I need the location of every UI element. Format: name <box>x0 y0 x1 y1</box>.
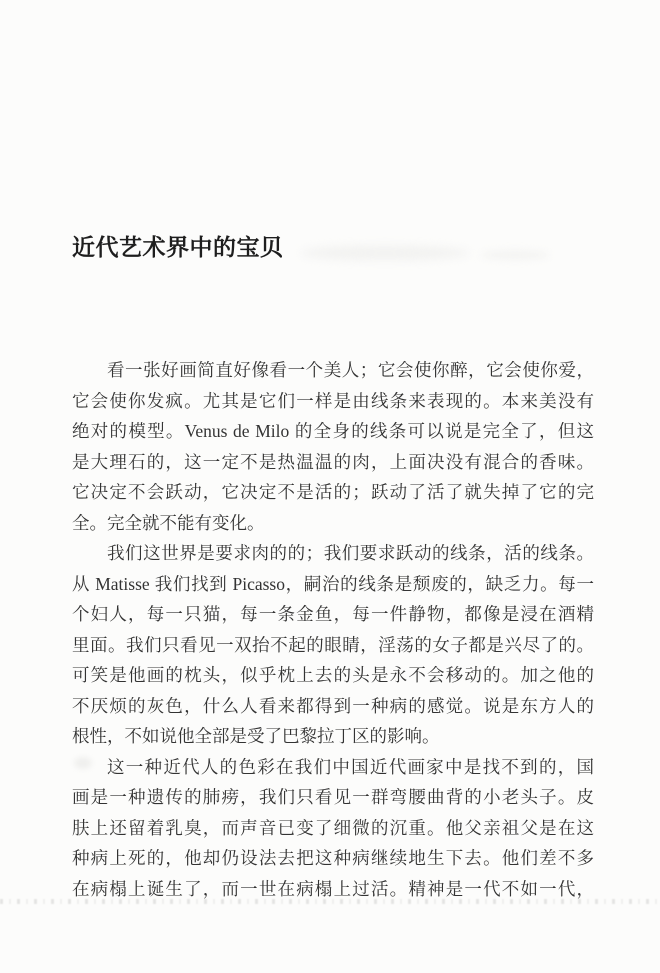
text-line: 里面。我们只看见一双抬不起的眼睛，淫荡的女子都是兴尽了的。 <box>72 634 594 655</box>
text-line: 肤上还留着乳臭，而声音已变了细微的沉重。他父亲祖父是在这 <box>72 817 594 838</box>
text-line: 是大理石的，这一定不是热温温的肉，上面决没有混合的香味。 <box>72 451 594 472</box>
text-line: 这一种近代人的色彩在我们中国近代画家中是找不到的，国 <box>107 756 594 777</box>
scan-smudge <box>480 250 550 260</box>
text-line: 种病上死的，他却仍设法去把这种病继续地生下去。他们差不多 <box>72 848 594 868</box>
text-line: 根性，不如说他全部是受了巴黎拉丁区的影响。 <box>72 726 440 746</box>
text-line: 从 Matisse 我们找到 Picasso，嗣治的线条是颓废的，缺乏力。每一 <box>72 573 594 594</box>
text-line: 它会使你发疯。尤其是它们一样是由线条来表现的。本来美没有 <box>72 390 594 411</box>
text-line: 看一张好画简直好像看一个美人；它会使你醉，它会使你爱， <box>107 360 594 380</box>
essay-title: 近代艺术界中的宝贝 <box>72 235 284 260</box>
text-line: 全。完全就不能有变化。 <box>72 512 265 533</box>
text-line: 不厌烦的灰色，什么人看来都得到一种病的感觉。说是东方人的 <box>72 695 594 716</box>
scan-smudge <box>300 246 470 260</box>
text-line: 在病榻上诞生了，而一世在病榻上过活。精神是一代不如一代， <box>72 878 594 899</box>
text-line: 绝对的模型。Venus de Milo 的全身的线条可以说是完全了，但这 <box>72 421 594 441</box>
text-line: 个妇人，每一只猫，每一条金鱼，每一件静物，都像是浸在酒精 <box>72 604 594 624</box>
text-line: 它决定不会跃动，它决定不是活的；跃动了活了就失掉了它的完 <box>72 482 594 502</box>
text-line: 可笑是他画的枕头，似乎枕上去的头是永不会移动的。加之他的 <box>72 665 594 685</box>
essay-body <box>72 355 594 904</box>
text-line: 我们这世界是要求肉的的；我们要求跃动的线条，活的线条。 <box>107 543 594 563</box>
text-line: 画是一种遗传的肺痨，我们只看见一群弯腰曲背的小老头子。皮 <box>72 787 594 807</box>
